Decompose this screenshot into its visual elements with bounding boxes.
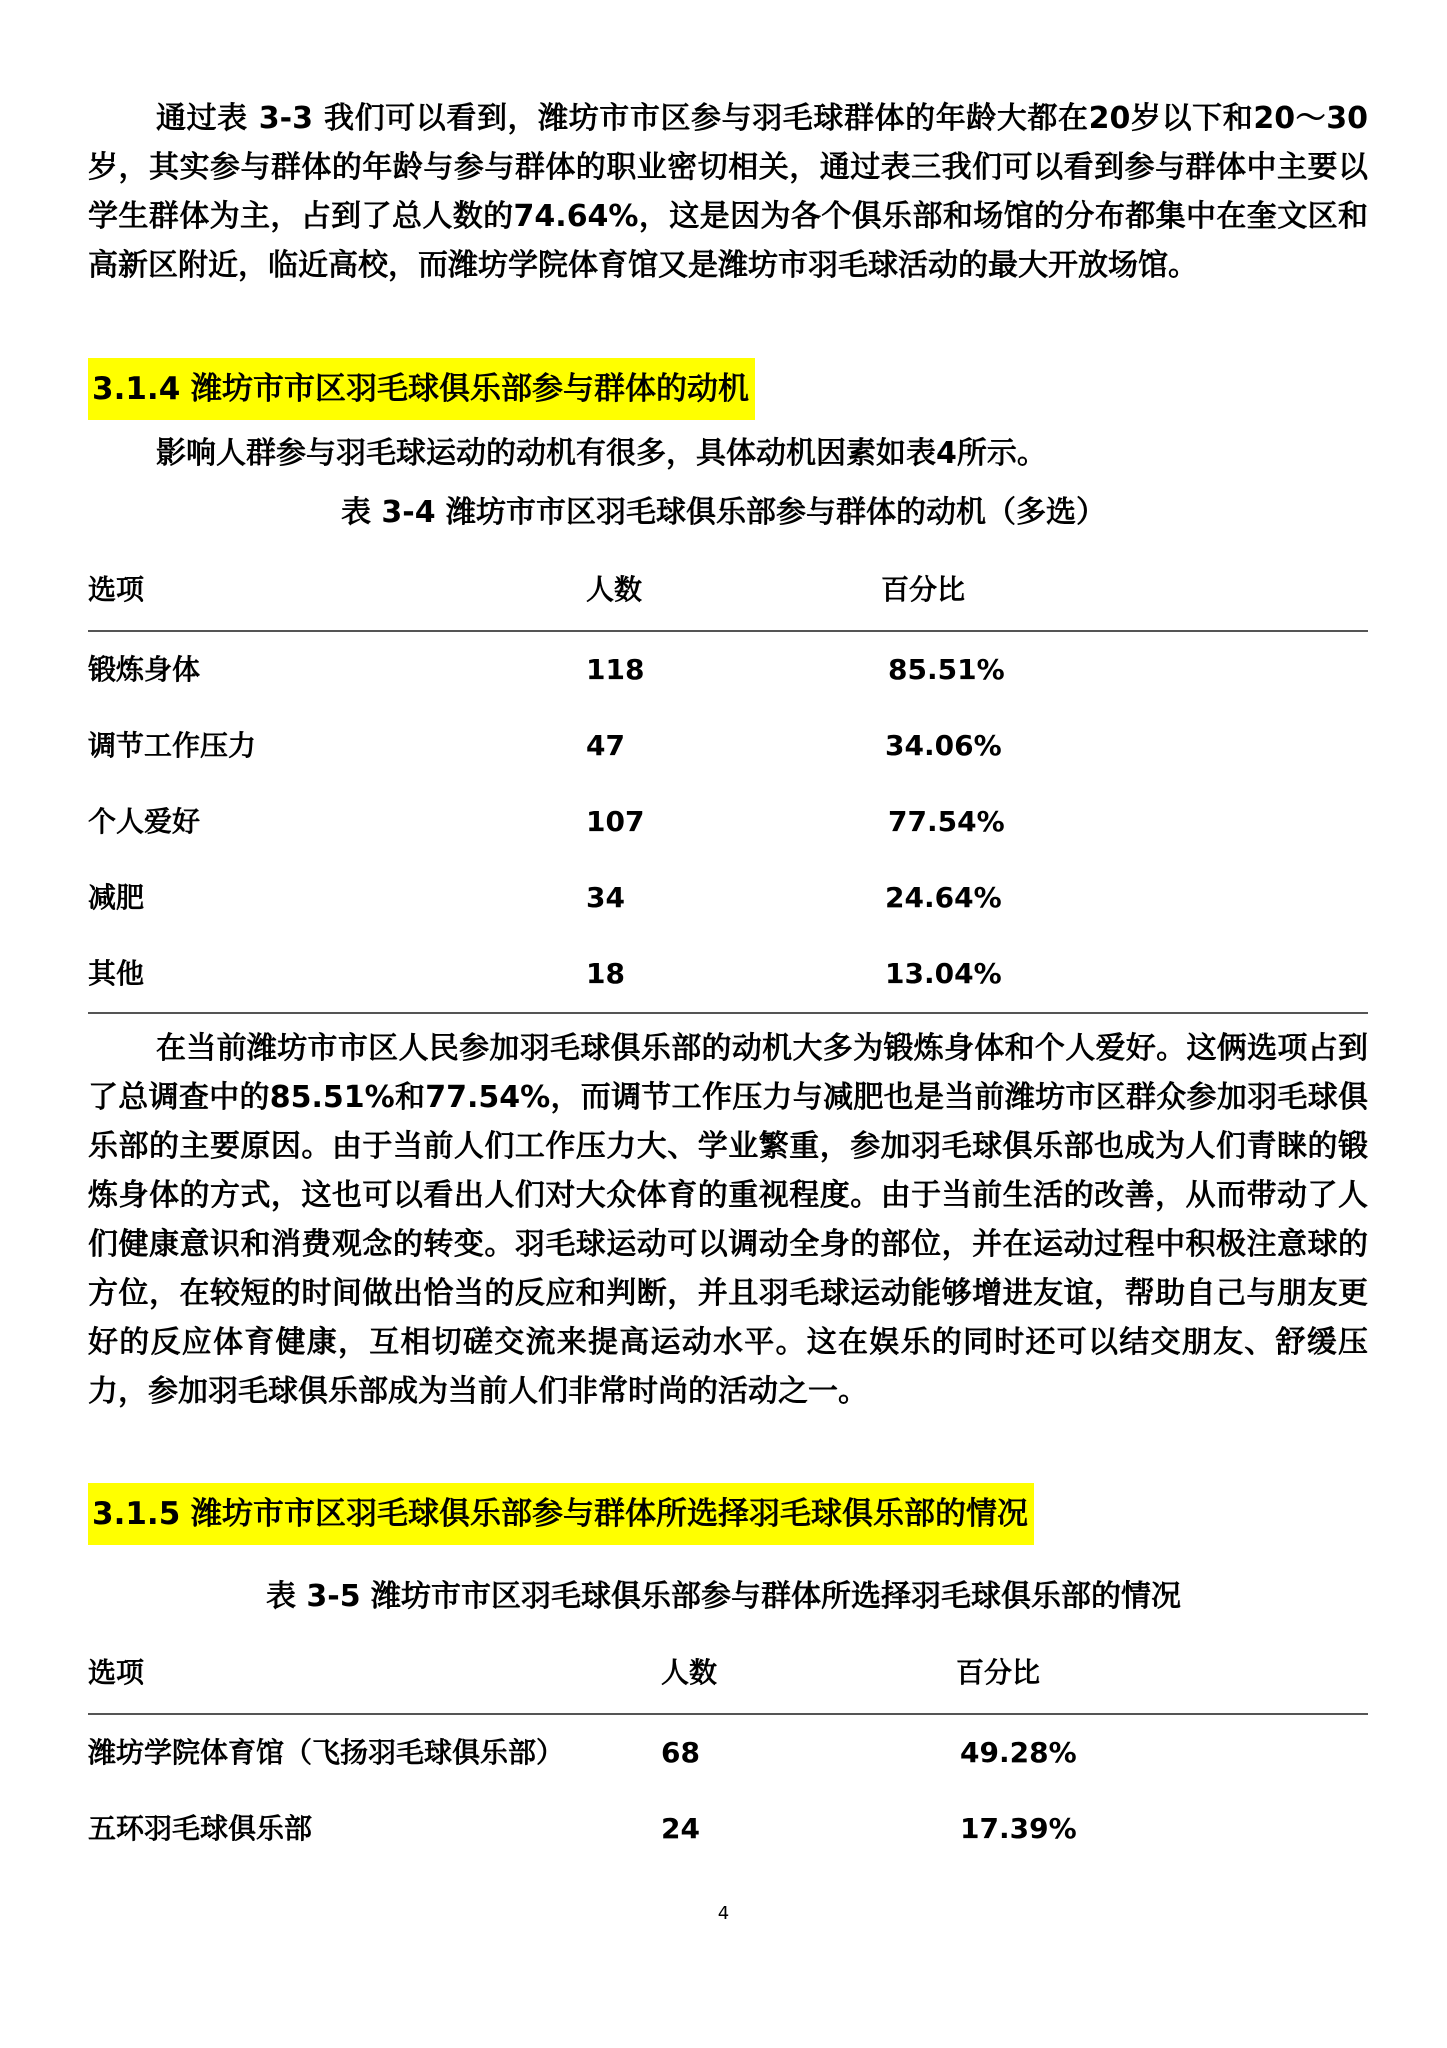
header-option: 选项 xyxy=(88,573,145,606)
header-option: 选项 xyxy=(88,1656,145,1689)
row-count: 107 xyxy=(586,805,645,838)
row-option: 个人爱好 xyxy=(88,805,201,838)
header-percent: 百分比 xyxy=(881,573,966,606)
table-row xyxy=(88,1791,1368,1867)
row-percent: 85.51% xyxy=(888,653,1005,686)
header-count: 人数 xyxy=(661,1656,718,1689)
table-row xyxy=(88,632,1368,708)
row-option: 调节工作压力 xyxy=(88,729,257,762)
page-number: 4 xyxy=(717,1903,730,1924)
paragraph-2: 在当前潍坊市市区人民参加羽毛球俱乐部的动机大多为锻炼身体和个人爱好。这俩选项占到了总调查中的85.51%和77.54%，而调节工作压力与减肥也是当前潍坊市区群众参加羽毛球俱乐部的主要原因。由于当前人们工作压力大、学业繁重，参加羽毛球俱乐部也成为人们青睐的锻炼身体的方式，这也可以看出人们对大众体育的重视程度。由于当前生活的改善，从而带动了人们健康意识和消费观念的转变。羽毛球运动可以调动全身的部位，并在运动过程中积极注意球的方位，在较短的时间做出恰当的反应和判断，并且羽毛球运动能够增进友谊，帮助自己与朋友更好的反应体育健康，互相切磋交流来提高运动水平。这在娱乐的同时还可以结交朋友、舒缓压力，参加羽毛球俱乐部成为当前人们非常时尚的活动之一。 xyxy=(88,1031,1368,1409)
table-3-5 xyxy=(88,1635,1368,1867)
row-count: 47 xyxy=(586,729,625,762)
row-count: 118 xyxy=(586,653,645,686)
row-option: 其他 xyxy=(88,957,145,990)
row-percent: 77.54% xyxy=(888,805,1005,838)
row-count: 34 xyxy=(586,881,625,914)
row-percent: 34.06% xyxy=(885,729,1002,762)
row-count: 68 xyxy=(661,1736,700,1769)
row-option: 潍坊学院体育馆（飞扬羽毛球俱乐部） xyxy=(88,1736,565,1769)
table-row xyxy=(88,784,1368,860)
row-percent: 49.28% xyxy=(960,1736,1077,1769)
table-caption-3-4: 表 3-4 潍坊市市区羽毛球俱乐部参与群体的动机（多选） xyxy=(340,495,1107,530)
paragraph-1: 通过表 3-3 我们可以看到，潍坊市市区参与羽毛球群体的年龄大都在20岁以下和20～30岁，其实参与群体的年龄与参与群体的职业密切相关，通过表三我们可以看到参与群体中主要以学生群体为主，占到了总人数的74.64%，这是因为各个俱乐部和场馆的分布都集中在奎文区和高新区附近，临近高校，而潍坊学院体育馆又是潍坊市羽毛球活动的最大开放场馆。 xyxy=(88,101,1368,283)
row-option: 减肥 xyxy=(88,881,145,914)
section-heading-3-1-5: 3.1.5 潍坊市市区羽毛球俱乐部参与群体所选择羽毛球俱乐部的情况 xyxy=(88,1483,1034,1545)
table-row xyxy=(88,860,1368,936)
row-option: 锻炼身体 xyxy=(88,653,201,686)
table-3-4 xyxy=(88,552,1368,1014)
row-percent: 13.04% xyxy=(885,957,1002,990)
row-count: 24 xyxy=(661,1812,700,1845)
header-count: 人数 xyxy=(586,573,643,606)
header-percent: 百分比 xyxy=(956,1656,1041,1689)
section-heading-3-1-4: 3.1.4 潍坊市市区羽毛球俱乐部参与群体的动机 xyxy=(88,358,755,420)
table-row xyxy=(88,1715,1368,1791)
row-percent: 24.64% xyxy=(885,881,1002,914)
table-row xyxy=(88,708,1368,784)
table-caption-3-5: 表 3-5 潍坊市市区羽毛球俱乐部参与群体所选择羽毛球俱乐部的情况 xyxy=(265,1579,1182,1614)
table-row xyxy=(88,936,1368,1014)
row-option: 五环羽毛球俱乐部 xyxy=(88,1812,313,1845)
section-intro: 影响人群参与羽毛球运动的动机有很多，具体动机因素如表4所示。 xyxy=(156,436,1047,471)
row-count: 18 xyxy=(586,957,625,990)
table-header-row xyxy=(88,1635,1368,1715)
row-percent: 17.39% xyxy=(960,1812,1077,1845)
table-header-row xyxy=(88,552,1368,632)
